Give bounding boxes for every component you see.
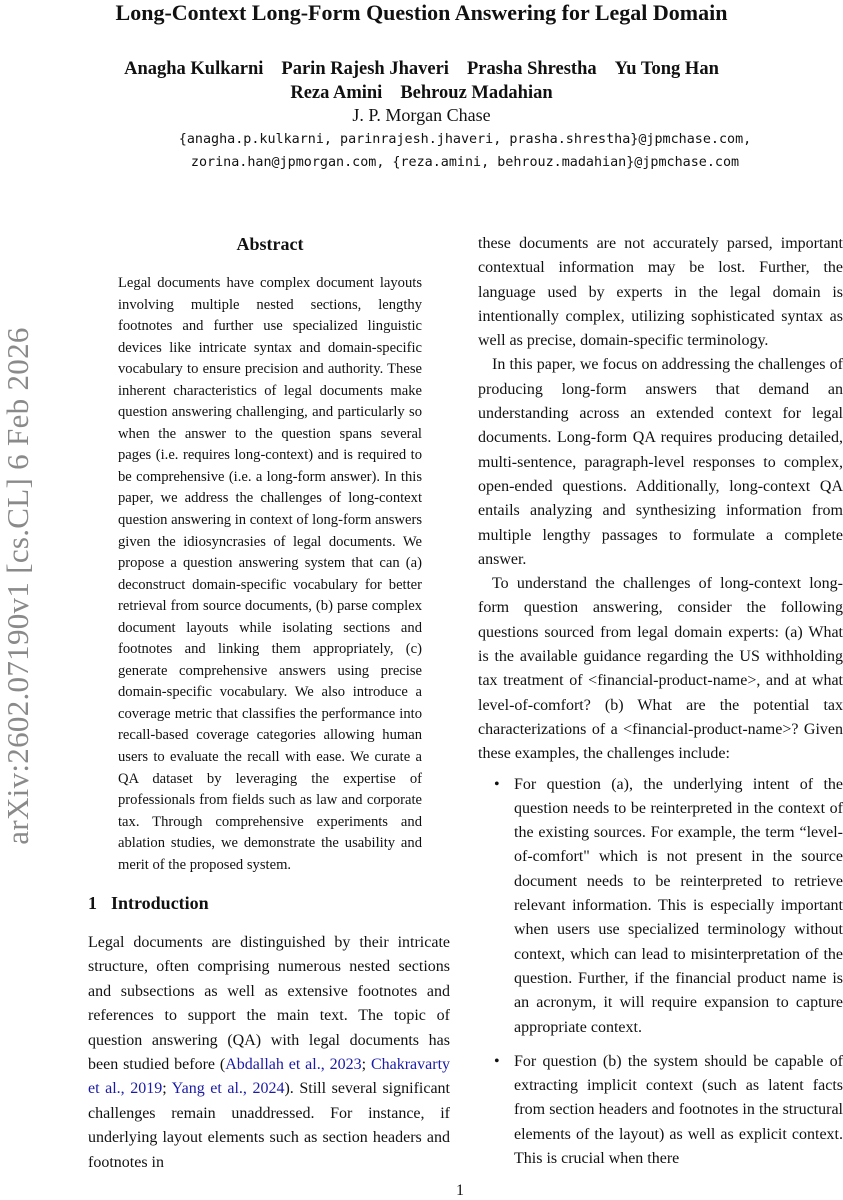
section-heading-introduction bbox=[88, 893, 209, 914]
paragraph: To understand the challenges of long-context long-form question answering, consider the following questions sourced from legal domain experts: (a) What is the available guidance regarding the US withholding tax treatment of <financial-product-name>, and at what level-of-comfort? (b) What are the potential tax characterizations of a <financial-product-name>? Given these examples, the challenges include: bbox=[478, 575, 843, 763]
list-item-text: For question (a), the underlying intent of the question needs to be reinterpreted in the context of the existing sources. For example, the term “level-of-comfort" which is not present in the source document needs to be reinterpreted to retrieve relevant information. This is especially important when users use specialized terminology without context, which can lead to misinterpretation of the question. Further, if the financial product name is an acronym, it will require expansion to capture appropriate context. bbox=[514, 775, 843, 1036]
author-emails bbox=[0, 128, 843, 174]
list-item-text: For question (b) the system should be capable of extracting implicit context (such as latent facts from section headers and footnotes in the structural elements of the layout) as well as explicit context. This is crucial when there bbox=[514, 1052, 843, 1167]
bullet-icon: • bbox=[494, 775, 500, 793]
body-text: ; bbox=[361, 1056, 371, 1074]
paragraph: In this paper, we focus on addressing the challenges of producing long-form answers that demand an understanding across an extended context for legal documents. Long-form QA requires producing detailed, multi-sentence, paragraph-level responses to complex, open-ended questions. Additionally, long-context QA entails analyzing and synthesizing information from multiple lengthy passages to formulate a complete answer. bbox=[478, 356, 843, 568]
body-text: Legal documents are distinguished by their intricate structure, often comprising numerous nested sections and subsections as well as extensive footnotes and references to support the main text. The topic of question answering (QA) with legal documents has been studied before ( bbox=[88, 934, 450, 1074]
body-text: ; bbox=[162, 1080, 172, 1098]
author: Prasha Shrestha bbox=[466, 59, 597, 79]
list-item bbox=[494, 773, 843, 1040]
paper-title: Long-Context Long-Form Question Answering for Legal Domain bbox=[115, 0, 728, 25]
author: Behrouz Madahian bbox=[400, 83, 553, 103]
list-item bbox=[494, 1050, 843, 1171]
email-line: zorina.han@jpmorgan.com, {reza.amini, behrouz.madahian}@jpmchase.com bbox=[190, 155, 740, 170]
abstract-heading: Abstract bbox=[236, 234, 304, 254]
email-line: {anagha.p.kulkarni, parinrajesh.jhaveri, prasha.shrestha}@jpmchase.com, bbox=[178, 132, 752, 147]
author: Parin Rajesh Jhaveri bbox=[281, 59, 449, 79]
page-number: 1 bbox=[456, 1182, 464, 1199]
affiliation: J. P. Morgan Chase bbox=[352, 105, 491, 125]
arxiv-stamp: arXiv:2602.07190v1 [cs.CL] 6 Feb 2026 bbox=[0, 327, 35, 845]
abstract-text: Legal documents have complex document layouts involving multiple nested sections, lengthy footnotes and further use specialized linguistic devices like intricate syntax and domain-specific vocabulary to ensure precision and authority. These inherent characteristics of legal documents make question answering challenging, and particularly so when the answer to the question spans several pages (i.e. requires long-context) and is required to be comprehensive (i.e. a long-form answer). In this paper, we address the challenges of long-context question answering in context of long-form answers given the idiosyncrasies of legal documents. We propose a question answering system that can (a) deconstruct domain-specific vocabulary for better retrieval from source documents, (b) parse complex document layouts while isolating sections and footnotes and linking them appropriately, (c) generate comprehensive answers using precise domain-specific vocabulary. We also introduce a coverage metric that classifies the performance into recall-based coverage categories allowing human users to evaluate the recall with ease. We curate a QA dataset by leveraging the expertise of professionals from fields such as law and corporate tax. Through comprehensive experiments and ablation studies, we demonstrate the usability and merit of the proposed system. bbox=[118, 275, 422, 873]
citation-link[interactable]: Yang et al., 2024 bbox=[171, 1080, 285, 1098]
paragraph: these documents are not accurately parsed, important contextual information may be lost. Further, the language used by experts in the legal domain is intentionally complex, utilizing sophisticated syntax as well as precise, domain-specific terminology. bbox=[478, 235, 843, 350]
author: Reza Amini bbox=[290, 83, 383, 103]
section-number: 1 bbox=[88, 893, 97, 913]
introduction-paragraph bbox=[88, 931, 450, 1175]
author: Anagha Kulkarni bbox=[124, 59, 264, 79]
challenge-list bbox=[478, 773, 843, 1172]
body-text: ). Still several significant challenges remain unaddressed. For instance, if underlying layout elements such as section headers and footnotes in bbox=[88, 1080, 450, 1171]
bullet-icon: • bbox=[494, 1052, 500, 1070]
section-title: Introduction bbox=[111, 893, 209, 913]
author-list bbox=[0, 57, 843, 105]
citation-link[interactable]: Chakravarty et al., 2019 bbox=[88, 1056, 451, 1098]
right-column bbox=[478, 232, 843, 1181]
citation-link[interactable]: Abdallah et al., 2023 bbox=[225, 1056, 362, 1074]
author: Yu Tong Han bbox=[614, 59, 719, 79]
